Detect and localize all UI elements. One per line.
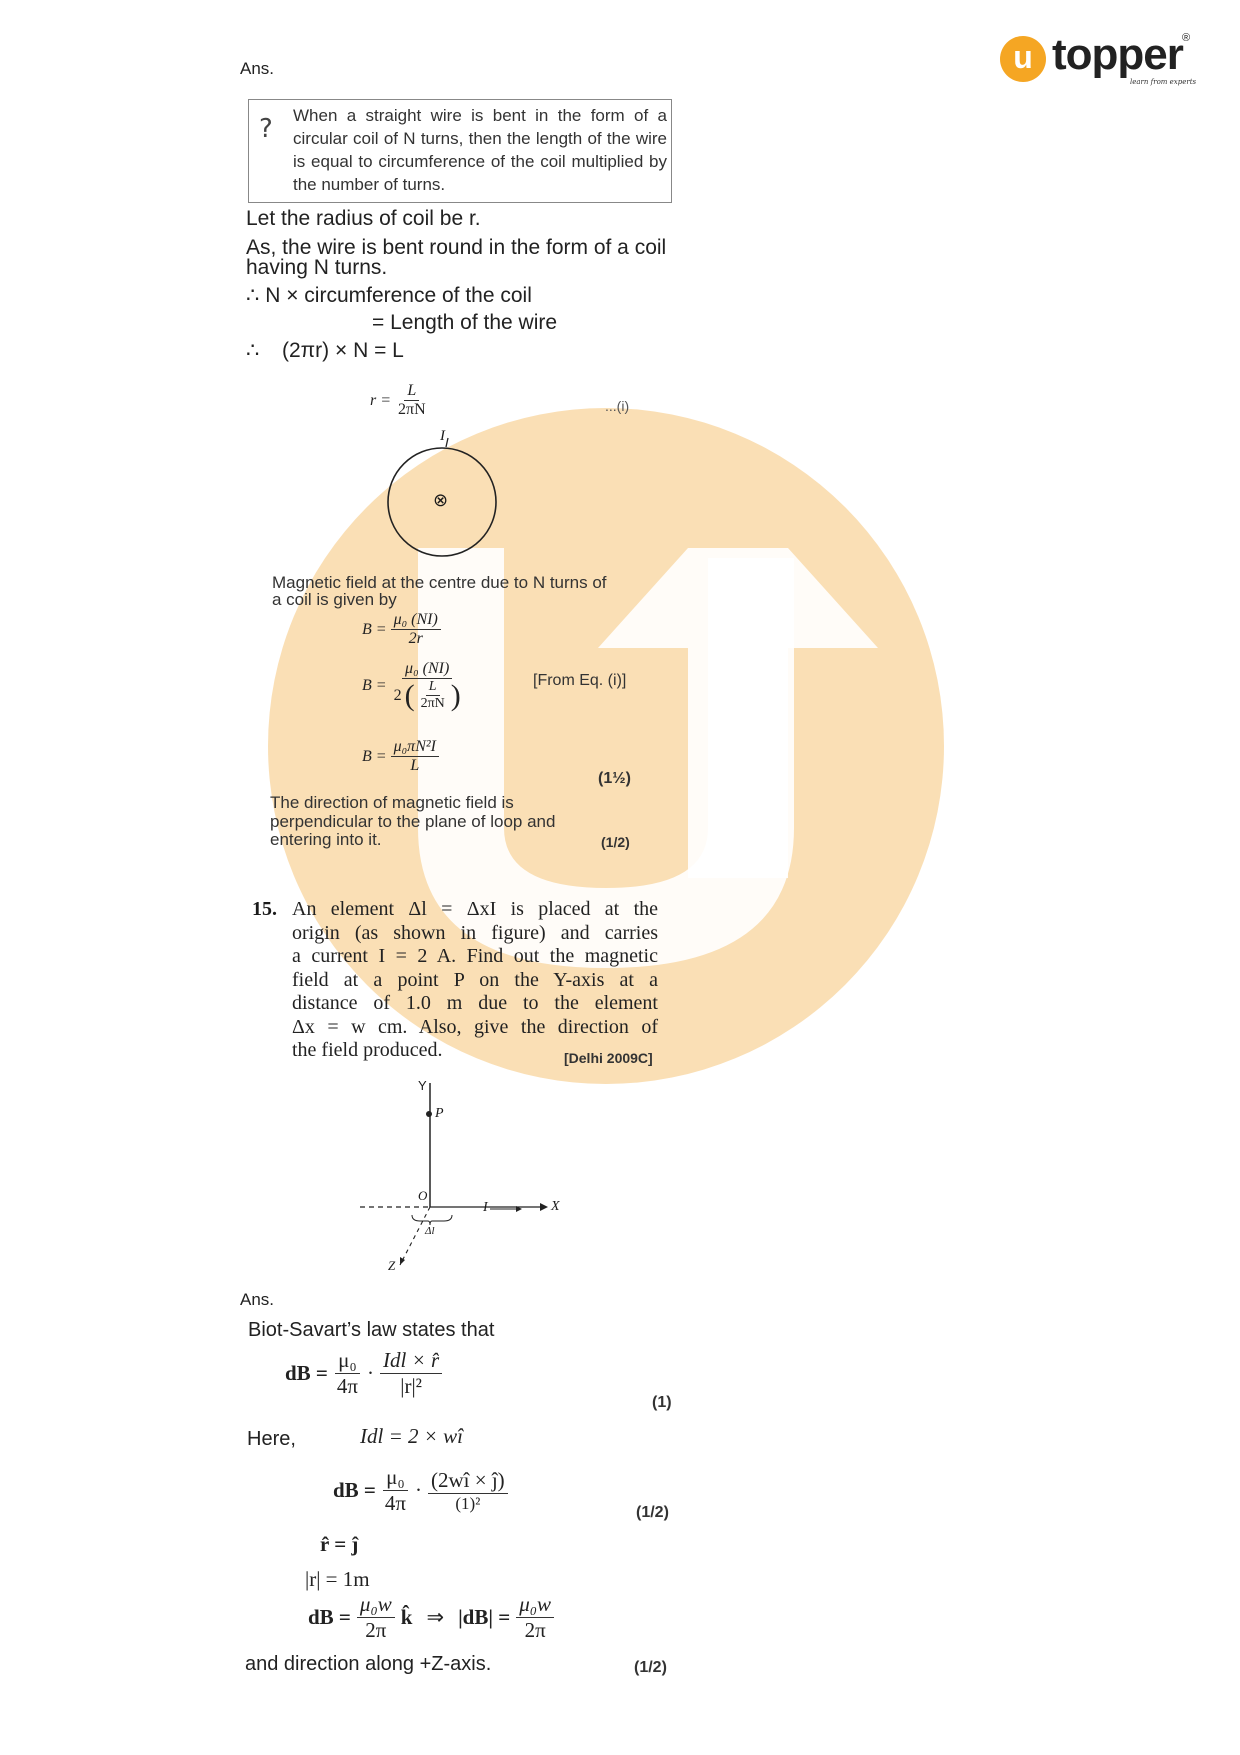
eq2-inner-num: L [426,679,440,696]
db-lhs: dB = [333,1478,376,1502]
field-text: Magnetic field at the centre due to N turns of [272,573,607,592]
logo-circle-icon: u [1000,36,1046,82]
tip-box [248,99,672,203]
db-f2-num: (2wî × ĵ) [428,1468,508,1494]
bs-dot: · [367,1361,375,1385]
final-mag-lhs: |dB| = [458,1605,511,1629]
eq-reference: [From Eq. (i)] [533,672,627,689]
bs-f1-num: μ₀ [335,1348,360,1374]
final-equation [308,1592,554,1643]
question-source: [Delhi 2009C] [564,1050,653,1066]
tip-line: the number of turns. [293,175,446,194]
question-number: 15. [252,898,277,920]
r-num: L [404,382,419,401]
here-equation: Idl = 2 × wî [360,1424,464,1448]
final-k: k̂ [400,1605,413,1629]
biot-savart-equation [285,1348,442,1399]
logo-registered-mark: ® [1182,32,1191,44]
point-p-label: P [435,1106,444,1121]
paren-right: ) [450,678,461,712]
db-f2-den: (1)² [455,1493,481,1513]
ans-label: Ans. [240,59,275,78]
ans-label: Ans. [240,1290,275,1309]
question-line: distance of 1.0 m due to the element [292,992,658,1014]
rmag-equation: |r| = 1m [305,1567,370,1591]
final-mag-fraction [516,1592,554,1643]
element-label: Δl [425,1225,435,1237]
therefore-symbol: ∴ [246,339,260,362]
question-body [292,898,658,1063]
field-text: a coil is given by [272,590,397,609]
logo-tagline: learn from experts [1130,78,1197,86]
eq2-inner-den: 2πN [420,696,445,711]
tip-line: circular coil of N turns, then the length of the wire [293,129,667,148]
bulb-question-icon: ? [259,114,273,144]
logo-wordmark: topper [1052,30,1183,79]
text-line: having N turns. [246,256,388,279]
final-den: 2π [365,1618,387,1642]
current-label: I [483,1200,488,1215]
direction-text: perpendicular to the plane of loop and [270,812,556,831]
question-line: Δx = w cm. Also, give the direction of [292,1015,658,1038]
axis-y-label: Y [418,1078,427,1093]
final-mag-den: 2π [524,1618,546,1642]
bs-lhs: dB = [285,1361,328,1385]
bs-f2-den: |r|² [400,1374,422,1398]
db-equation [333,1465,508,1516]
eq1-den: 2r [408,630,423,647]
tip-line: is equal to circumference of the coil multiplied by [293,152,667,171]
text-line: Biot-Savart’s law states that [248,1319,495,1341]
eq3-num: μ₀πN²I [391,738,439,757]
r-lhs: r = [370,391,392,409]
field-eq-2 [362,660,464,712]
eq2-lhs: B = [362,677,387,694]
text-line: = Length of the wire [372,311,558,334]
db-dot: · [415,1478,423,1502]
bs-fraction-2 [380,1348,442,1399]
eq2-den-pre: 2 [393,686,402,704]
final-lhs: dB = [308,1605,351,1629]
axis-z-label: Z [388,1258,396,1273]
bs-f1-den: 4π [336,1374,359,1398]
r-den: 2πN [398,401,426,418]
eq1-fraction [391,611,441,648]
equation-line: (2πr) × N = L [282,339,404,362]
db-fraction-2 [428,1468,508,1514]
eq2-inner-fraction [418,679,448,712]
origin-label: O [418,1188,428,1203]
direction-text: entering into it. [270,830,382,849]
coil-current-label: I [440,428,445,444]
topper-logo [1000,30,1200,94]
marks-label: (1½) [598,770,631,787]
marks-label: (1) [652,1394,672,1411]
final-mag-num: μ₀w [516,1592,554,1618]
eq1-num: μ₀ (NI) [391,611,441,630]
field-eq-3 [362,738,439,775]
bs-f2-num: Idl × r̂ [380,1348,442,1374]
eq-tag: ...(i) [605,398,630,414]
eq3-den: L [410,757,420,774]
into-page-icon: ⊗ [433,490,449,511]
question-line: origin (as shown in figure) and carries [292,921,658,944]
question-line: field at a point P on the Y-axis at a [292,968,658,991]
rhat-equation: r̂ = ĵ [320,1532,359,1556]
r-fraction [395,382,429,419]
text-line: Let the radius of coil be r. [246,207,481,230]
db-fraction-1 [382,1465,409,1516]
db-f1-den: 4π [384,1491,407,1515]
text-line: ∴ N × circumference of the coil [246,284,532,307]
final-num: μ₀w [357,1592,395,1618]
question-line: An element Δl = ΔxI is placed at the [292,898,658,920]
final-arrow: ⇒ [426,1605,445,1629]
eq2-num: μ₀ (NI) [402,660,452,679]
marks-label: (1/2) [634,1659,667,1676]
tip-line: When a straight wire is bent in the form of a [293,106,667,125]
here-label: Here, [247,1428,296,1450]
axes-figure [350,1075,570,1275]
question-line: a current I = 2 A. Find out the magnetic [292,945,658,967]
axis-x-label: X [551,1199,560,1214]
question-line: the field produced. [292,1039,443,1061]
paren-left: ( [404,678,415,712]
eq1-lhs: B = [362,620,387,638]
db-f1-num: μ₀ [383,1465,408,1491]
eq2-fraction [391,660,464,712]
eq2-den-group [391,679,464,712]
conclusion-text: and direction along +Z-axis. [245,1653,492,1675]
eq3-fraction [391,738,439,775]
marks-label: (1/2) [601,834,630,850]
field-eq-1 [362,611,441,648]
text-line: As, the wire is bent round in the form of a coil [246,236,667,259]
final-fraction [357,1592,395,1643]
eq3-lhs: B = [362,747,387,765]
bs-fraction-1 [334,1348,361,1399]
marks-label: (1/2) [636,1504,669,1521]
direction-text: The direction of magnetic field is [270,793,514,812]
r-equation [370,382,429,419]
